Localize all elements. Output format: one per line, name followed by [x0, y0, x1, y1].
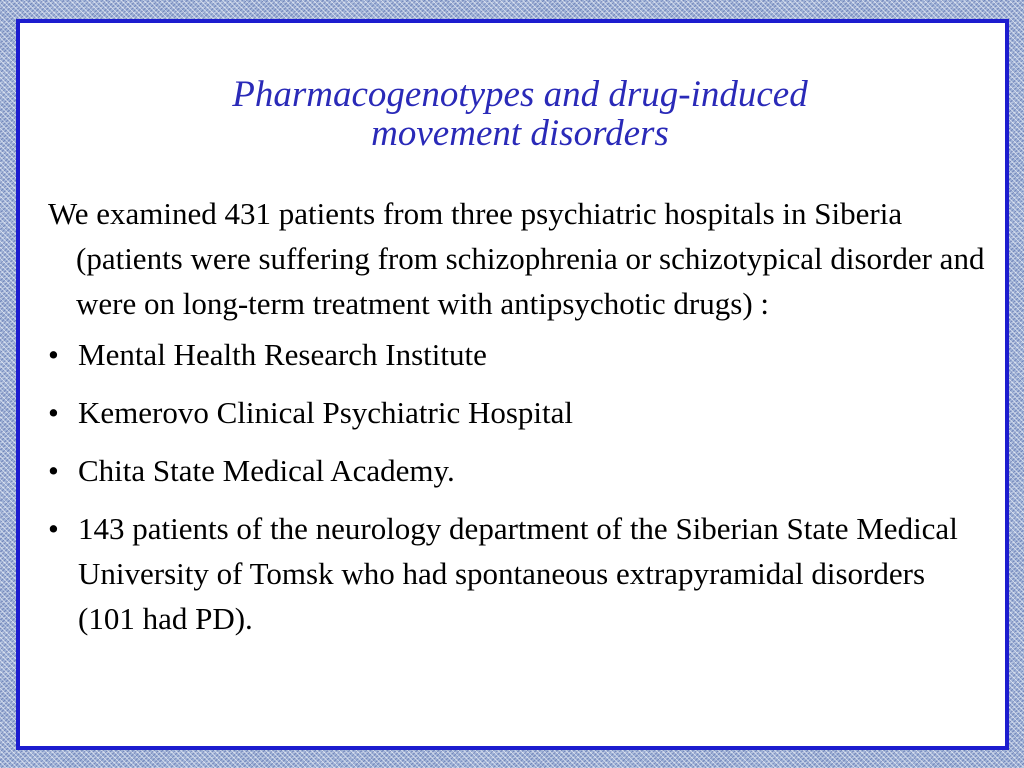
bullet-icon: • [48, 337, 59, 372]
bullet-text: Chita State Medical Academy. [78, 453, 455, 488]
bullet-text: 143 patients of the neurology department of the Siberian State Medical University of Tomsk who had spontaneous extrapyramidal disorders (101 had PD). [78, 511, 958, 636]
slide-title-line-2: movement disorders [371, 113, 669, 154]
slide-title [80, 75, 960, 153]
bullet-text: Mental Health Research Institute [78, 337, 487, 372]
bullet-icon: • [48, 453, 59, 488]
slide-panel [16, 19, 1009, 750]
bullet-icon: • [48, 511, 59, 546]
list-item [48, 506, 988, 641]
list-item [48, 390, 988, 435]
bullet-text: Kemerovo Clinical Psychiatric Hospital [78, 395, 574, 430]
intro-paragraph: We examined 431 patients from three psychiatric hospitals in Siberia (patients were suffering from schizophrenia or schizotypical disorder and were on long-term treatment with antipsychotic drugs) : [48, 196, 985, 321]
list-item [48, 332, 988, 377]
slide-title-line-1: Pharmacogenotypes and drug-induced [232, 74, 808, 115]
bullet-list [48, 332, 988, 641]
bullet-icon: • [48, 395, 59, 430]
slide-body [48, 191, 988, 654]
list-item [48, 448, 988, 493]
